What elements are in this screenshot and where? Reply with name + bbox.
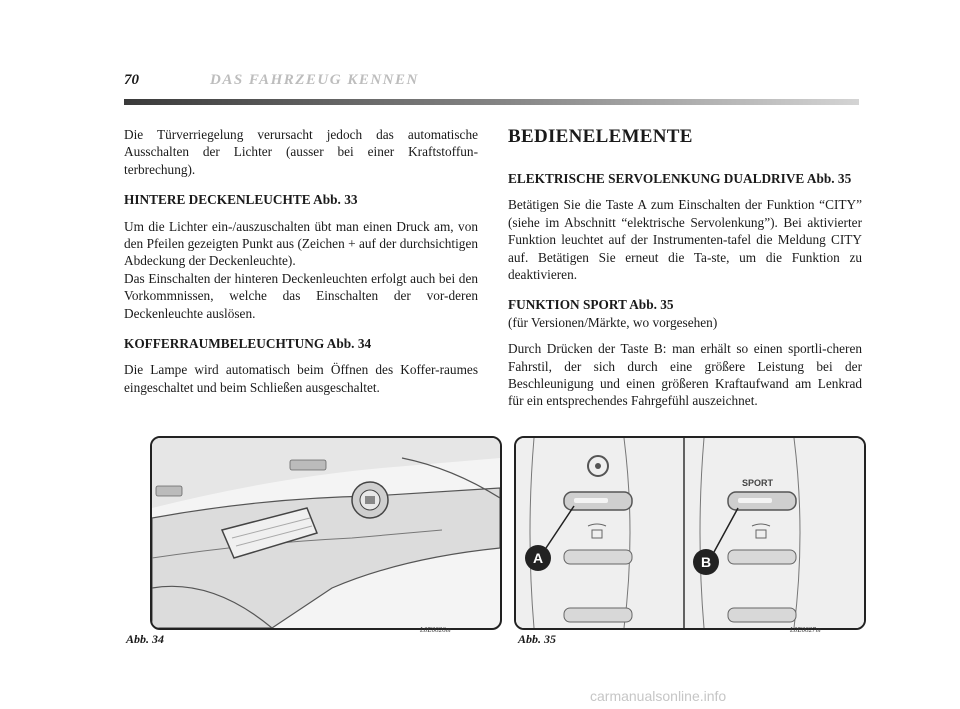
sport-paragraph: Durch Drücken der Taste B: man erhält so einen sportli-cheren Fahrstil, der sich durch eine größere Leistung bei der Beschleunigung und einen größeren Kraftaufwand am Lenkrad für ein entsprechendes Fahrgefühl auszeichnet. <box>508 341 862 409</box>
watermark: carmanualsonline.info <box>590 688 727 704</box>
sport-note: (für Versionen/Märkte, wo vorgesehen) <box>508 314 718 330</box>
dualdrive-paragraph: Betätigen Sie die Taste A zum Einschalten der Funktion “CITY” (siehe im Abschnitt “elektrische Servolenkung”). Bei aktivierter Funktion leuchtet auf der Instrumenten-tafel die Meldung CITY auf. Betätigen Sie erneut die Ta-ste, um die Funktion zu deaktivieren. <box>508 197 862 283</box>
label-b-text: B <box>700 554 712 570</box>
boot-light-illustration <box>152 438 500 628</box>
left-column <box>124 126 478 396</box>
dashboard-buttons-illustration <box>516 438 864 628</box>
button-b-icon <box>728 492 796 510</box>
label-a-text: A <box>532 550 544 566</box>
figure-35-caption: Abb. 35 <box>518 632 557 646</box>
label-b-icon <box>693 549 719 575</box>
figure-boot-light <box>150 436 502 630</box>
figure-34-caption: Abb. 34 <box>126 632 165 646</box>
lock-cylinder-icon <box>352 482 388 518</box>
right-column <box>508 126 862 410</box>
header-rule <box>124 99 859 105</box>
button-a-icon <box>564 492 632 510</box>
page-number: 70 <box>124 72 139 88</box>
figure-dashboard-buttons <box>514 436 866 630</box>
boot-light-paragraph: Die Lampe wird automatisch beim Öffnen des Koffer-raumes eingeschaltet und beim Schließen ausgeschaltet. <box>124 362 478 395</box>
sport-heading: FUNKTION SPORT Abb. 35 <box>508 297 674 313</box>
boot-light-heading: KOFFERRAUMBELEUCHTUNG Abb. 34 <box>124 336 372 352</box>
rear-light-paragraph-1: Um die Lichter ein-/auszuschalten übt man einen Druck am, von den Pfeilen gezeigten Punkt aus (Zeichen + auf der durchsichtigen Abdeckung der Deckenleuchte). <box>124 218 478 269</box>
figure-34-code: L0E0026m <box>420 626 451 634</box>
running-title: DAS FAHRZEUG KENNEN <box>210 72 419 88</box>
sport-label: SPORT <box>742 478 774 488</box>
figure-35-code: L0E0027m <box>790 626 821 634</box>
section-title: BEDIENELEMENTE <box>508 126 693 147</box>
rear-light-paragraph-2: Das Einschalten der hinteren Deckenleuchten erfolgt auch bei den Vorkommnissen, welche das Einschalten der vor-deren Deckenleuchte auslösen. <box>124 270 478 321</box>
rear-light-heading: HINTERE DECKENLEUCHTE Abb. 33 <box>124 192 358 208</box>
dualdrive-heading: ELEKTRISCHE SERVOLENKUNG DUALDRIVE Abb. 35 <box>508 171 852 186</box>
label-a-icon <box>525 545 551 571</box>
intro-paragraph: Die Türverriegelung verursacht jedoch das automatische Ausschalten der Lichter (ausser bei einer Kraftstoffun-terbrechung). <box>124 127 478 177</box>
